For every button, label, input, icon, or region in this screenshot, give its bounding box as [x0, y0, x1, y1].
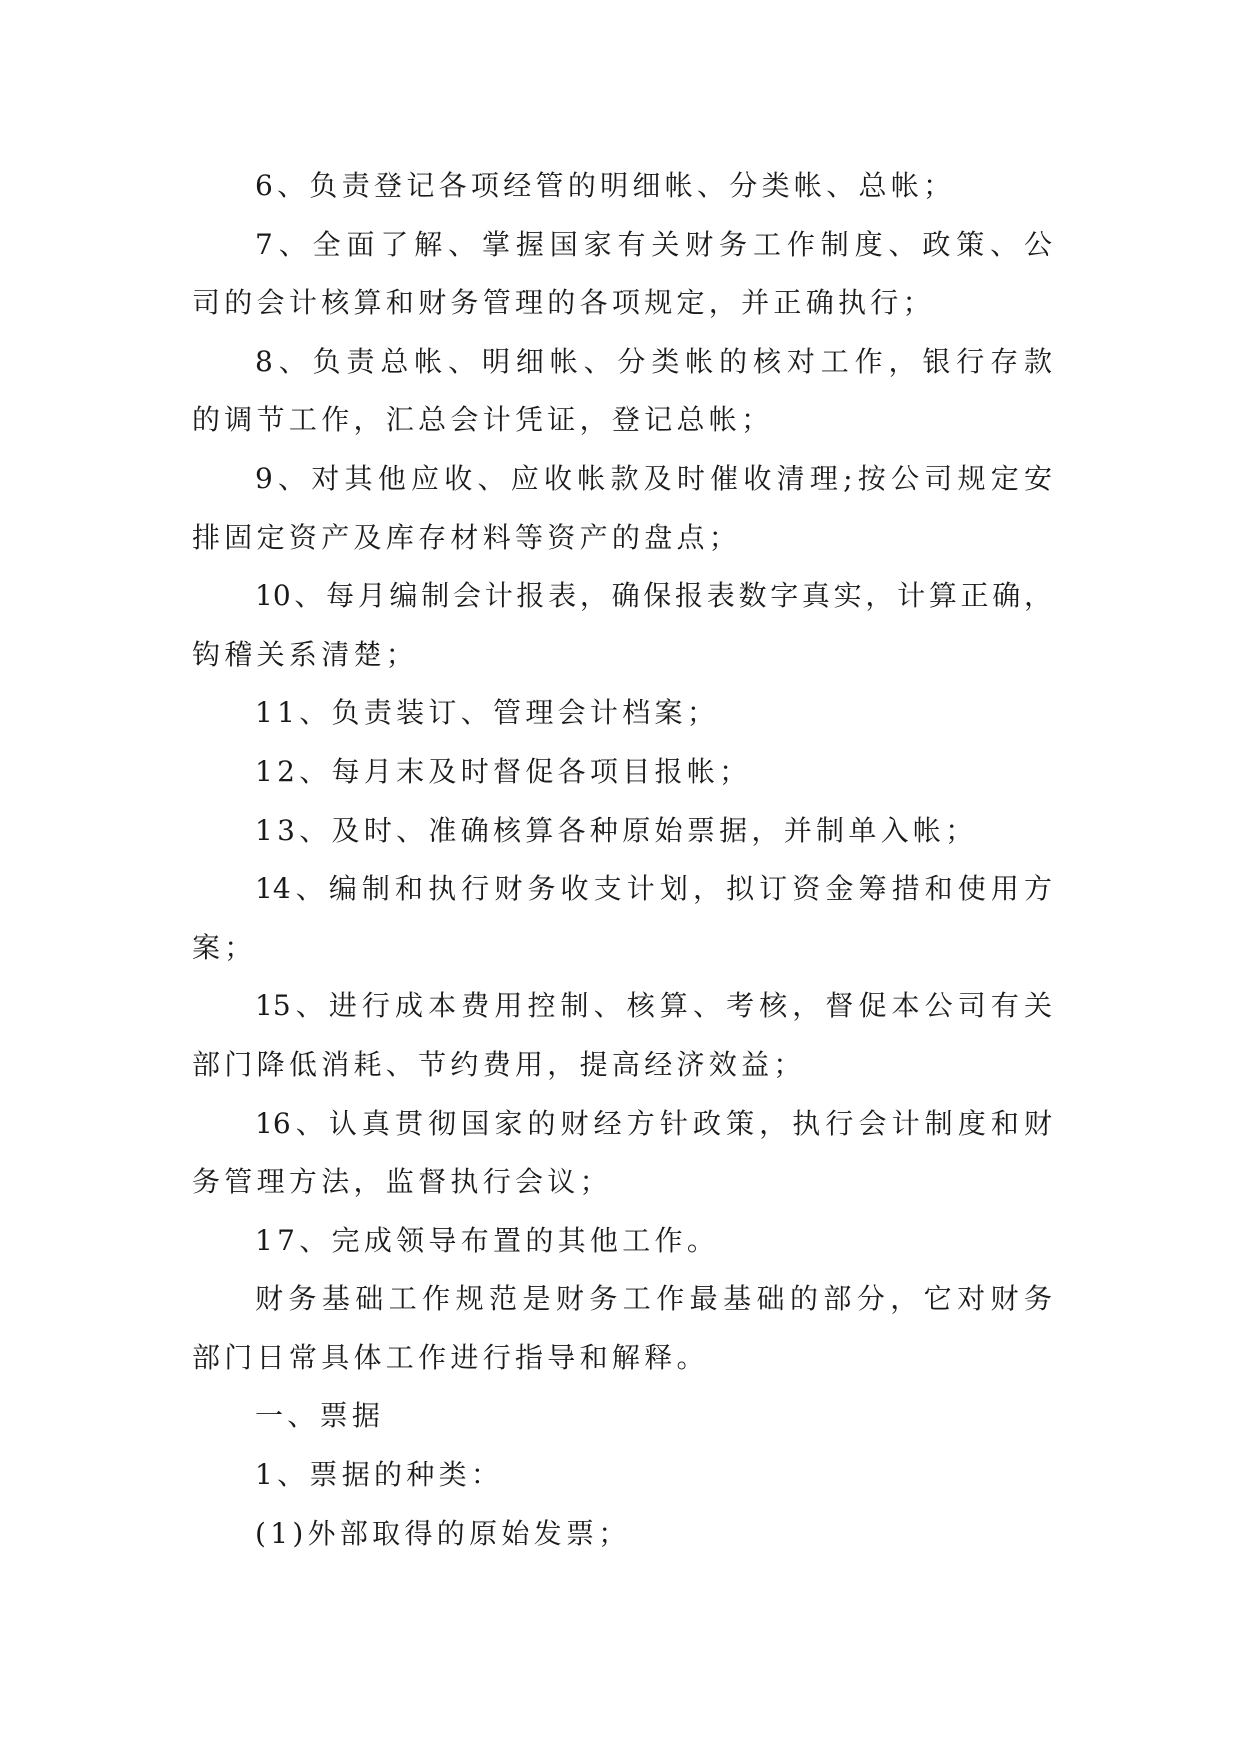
line-item-16-start: 16、认真贯彻国家的财经方针政策，执行会计制度和财 — [255, 1106, 1052, 1140]
line-paragraph-intro-start: 财务基础工作规范是财务工作最基础的部分，它对财务 — [255, 1282, 1052, 1316]
line-item-13: 13、及时、准确核算各种原始票据，并制单入帐； — [255, 813, 978, 847]
subheading-bill-types: 1、票据的种类： — [255, 1458, 504, 1492]
line-item-16-cont: 务管理方法，监督执行会议； — [192, 1165, 612, 1199]
line-item-14-cont: 案； — [192, 930, 257, 964]
line-item-17: 17、完成领导布置的其他工作。 — [255, 1223, 720, 1257]
section-heading-bills: 一、票据 — [255, 1399, 385, 1433]
document-body — [192, 157, 1052, 1563]
line-item-7-cont: 司的会计核算和财务管理的各项规定，并正确执行； — [192, 286, 935, 320]
line-item-9-start: 9、对其他应收、应收帐款及时催收清理;按公司规定安 — [255, 461, 1052, 495]
line-item-11: 11、负责装订、管理会计档案； — [255, 696, 720, 730]
line-item-8-cont: 的调节工作，汇总会计凭证，登记总帐； — [192, 403, 774, 437]
line-item-15-start: 15、进行成本费用控制、核算、考核，督促本公司有关 — [255, 989, 1052, 1023]
line-item-10-start: 10、每月编制会计报表，确保报表数字真实，计算正确， — [255, 579, 1052, 613]
line-item-14-start: 14、编制和执行财务收支计划，拟订资金筹措和使用方 — [255, 872, 1052, 906]
line-item-8-start: 8、负责总帐、明细帐、分类帐的核对工作，银行存款 — [255, 344, 1052, 378]
line-paragraph-intro-cont: 部门日常具体工作进行指导和解释。 — [192, 1340, 709, 1374]
line-item-6: 6、负责登记各项经管的明细帐、分类帐、总帐； — [255, 169, 956, 202]
line-item-10-cont: 钩稽关系清楚； — [192, 637, 419, 671]
line-item-9-cont: 排固定资产及库存材料等资产的盘点； — [192, 520, 742, 554]
line-bill-type-1: (1)外部取得的原始发票； — [255, 1516, 631, 1550]
line-item-12: 12、每月末及时督促各项目报帐； — [255, 754, 752, 788]
line-item-15-cont: 部门降低消耗、节约费用，提高经济效益； — [192, 1047, 806, 1081]
line-item-7-start: 7、全面了解、掌握国家有关财务工作制度、政策、公 — [255, 227, 1052, 261]
